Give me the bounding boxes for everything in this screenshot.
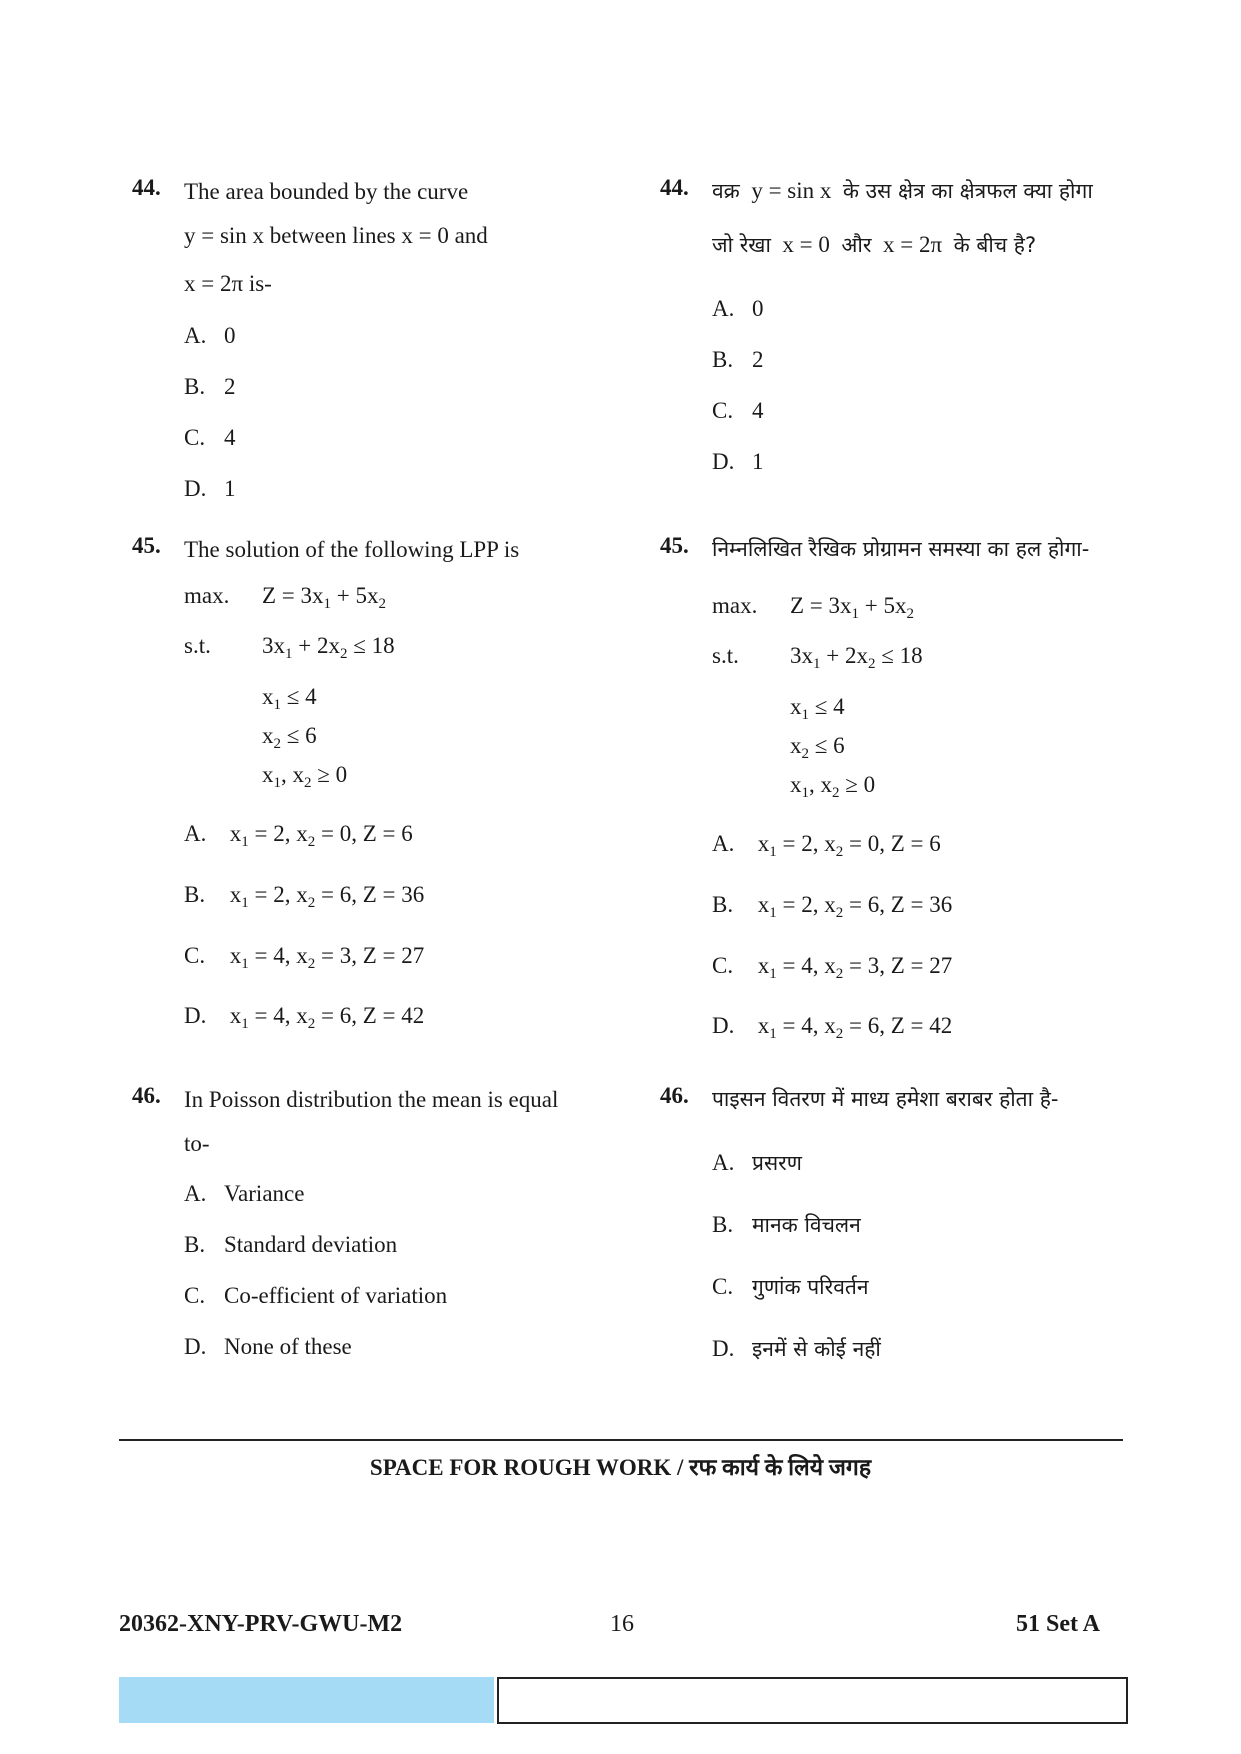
option-c: C. Co-efficient of variation — [184, 1283, 448, 1308]
lpp-constraint-1: $3x_1 + 2x_2 \le 18$ — [262, 633, 395, 662]
option-b: B. $x_1 = 2$, $x_2 = 6$, Z = 36 — [712, 892, 953, 921]
question-number: 46. — [132, 1083, 161, 1108]
lpp-objective: $Z = 3x_1 + 5x_2$ — [790, 593, 915, 622]
footer-box — [497, 1677, 1128, 1724]
question-number: 45. — [660, 533, 689, 558]
lpp-objective: $Z = 3x_1 + 5x_2$ — [262, 583, 387, 612]
option-a: A. Variance — [184, 1181, 305, 1206]
question-number: 44. — [132, 175, 161, 200]
lpp-constraint-3: $x_2 \le 6$ — [790, 733, 845, 762]
question-number: 45. — [132, 533, 161, 558]
lpp-constraint-4: $x_1$, $x_2 \ge 0$ — [790, 772, 876, 801]
option-d: D. $x_1 = 4$, $x_2 = 6$, Z = 42 — [184, 1003, 425, 1032]
page-number: 16 — [610, 1611, 634, 1637]
paper-code: 20362-XNY-PRV-GWU-M2 — [119, 1611, 403, 1637]
option-c: C. 4 — [184, 425, 236, 450]
lpp-max-label: max. — [712, 593, 758, 618]
option-a: A. $x_1 = 2$, $x_2 = 0$, Z = 6 — [184, 821, 413, 850]
option-a: A. 0 — [712, 296, 764, 321]
option-c: C. $x_1 = 4$, $x_2 = 3$, Z = 27 — [712, 953, 953, 982]
option-a: A. $x_1 = 2$, $x_2 = 0$, Z = 6 — [712, 831, 941, 860]
rough-work-heading: SPACE FOR ROUGH WORK / रफ कार्य के लिये जगह — [369, 1455, 872, 1480]
question-text: वक्र y = sin x के उस क्षेत्र का क्षेत्रफल क्या होगा — [712, 178, 1093, 203]
question-text: जो रेखा x = 0 और x = 2π के बीच है? — [712, 232, 1037, 257]
question-text: to- — [184, 1131, 210, 1156]
divider — [119, 1439, 1123, 1441]
question-text: पाइसन वितरण में माध्य हमेशा बराबर होता है- — [712, 1087, 1059, 1111]
question-number: 44. — [660, 175, 689, 200]
lpp-constraint-2: $x_1 \le 4$ — [262, 684, 317, 713]
option-b: B. 2 — [184, 374, 236, 399]
question-text: The solution of the following LPP is — [184, 537, 520, 562]
barcode-strip — [119, 1677, 494, 1723]
option-b: B. मानक विचलन — [712, 1212, 861, 1237]
lpp-st-label: s.t. — [184, 633, 211, 658]
question-text: x = 2π is- — [184, 271, 272, 296]
lpp-constraint-1: $3x_1 + 2x_2 \le 18$ — [790, 643, 923, 672]
lpp-st-label: s.t. — [712, 643, 739, 668]
option-c: C. $x_1 = 4$, $x_2 = 3$, Z = 27 — [184, 943, 425, 972]
option-d: D. 1 — [184, 476, 236, 501]
question-number: 46. — [660, 1083, 689, 1108]
question-text: निम्नलिखित रैखिक प्रोग्रामन समस्या का हल होगा- — [712, 537, 1090, 561]
option-c: C. गुणांक परिवर्तन — [712, 1274, 869, 1299]
lpp-constraint-4: $x_1$, $x_2 \ge 0$ — [262, 762, 348, 791]
option-b: B. Standard deviation — [184, 1232, 398, 1257]
option-b: B. 2 — [712, 347, 764, 372]
lpp-constraint-2: $x_1 \le 4$ — [790, 694, 845, 723]
question-text: In Poisson distribution the mean is equal — [184, 1087, 559, 1112]
option-d: D. None of these — [184, 1334, 352, 1359]
option-c: C. 4 — [712, 398, 764, 423]
option-d: D. इनमें से कोई नहीं — [712, 1336, 881, 1361]
lpp-max-label: max. — [184, 583, 230, 608]
option-d: D. $x_1 = 4$, $x_2 = 6$, Z = 42 — [712, 1013, 953, 1042]
question-text: y = sin x between lines x = 0 and — [184, 223, 488, 248]
set-label: 51 Set A — [1016, 1611, 1100, 1637]
option-a: A. 0 — [184, 323, 236, 348]
option-b: B. $x_1 = 2$, $x_2 = 6$, Z = 36 — [184, 882, 425, 911]
lpp-constraint-3: $x_2 \le 6$ — [262, 723, 317, 752]
question-text: The area bounded by the curve — [184, 179, 469, 204]
option-a: A. प्रसरण — [712, 1150, 802, 1175]
option-d: D. 1 — [712, 449, 764, 474]
